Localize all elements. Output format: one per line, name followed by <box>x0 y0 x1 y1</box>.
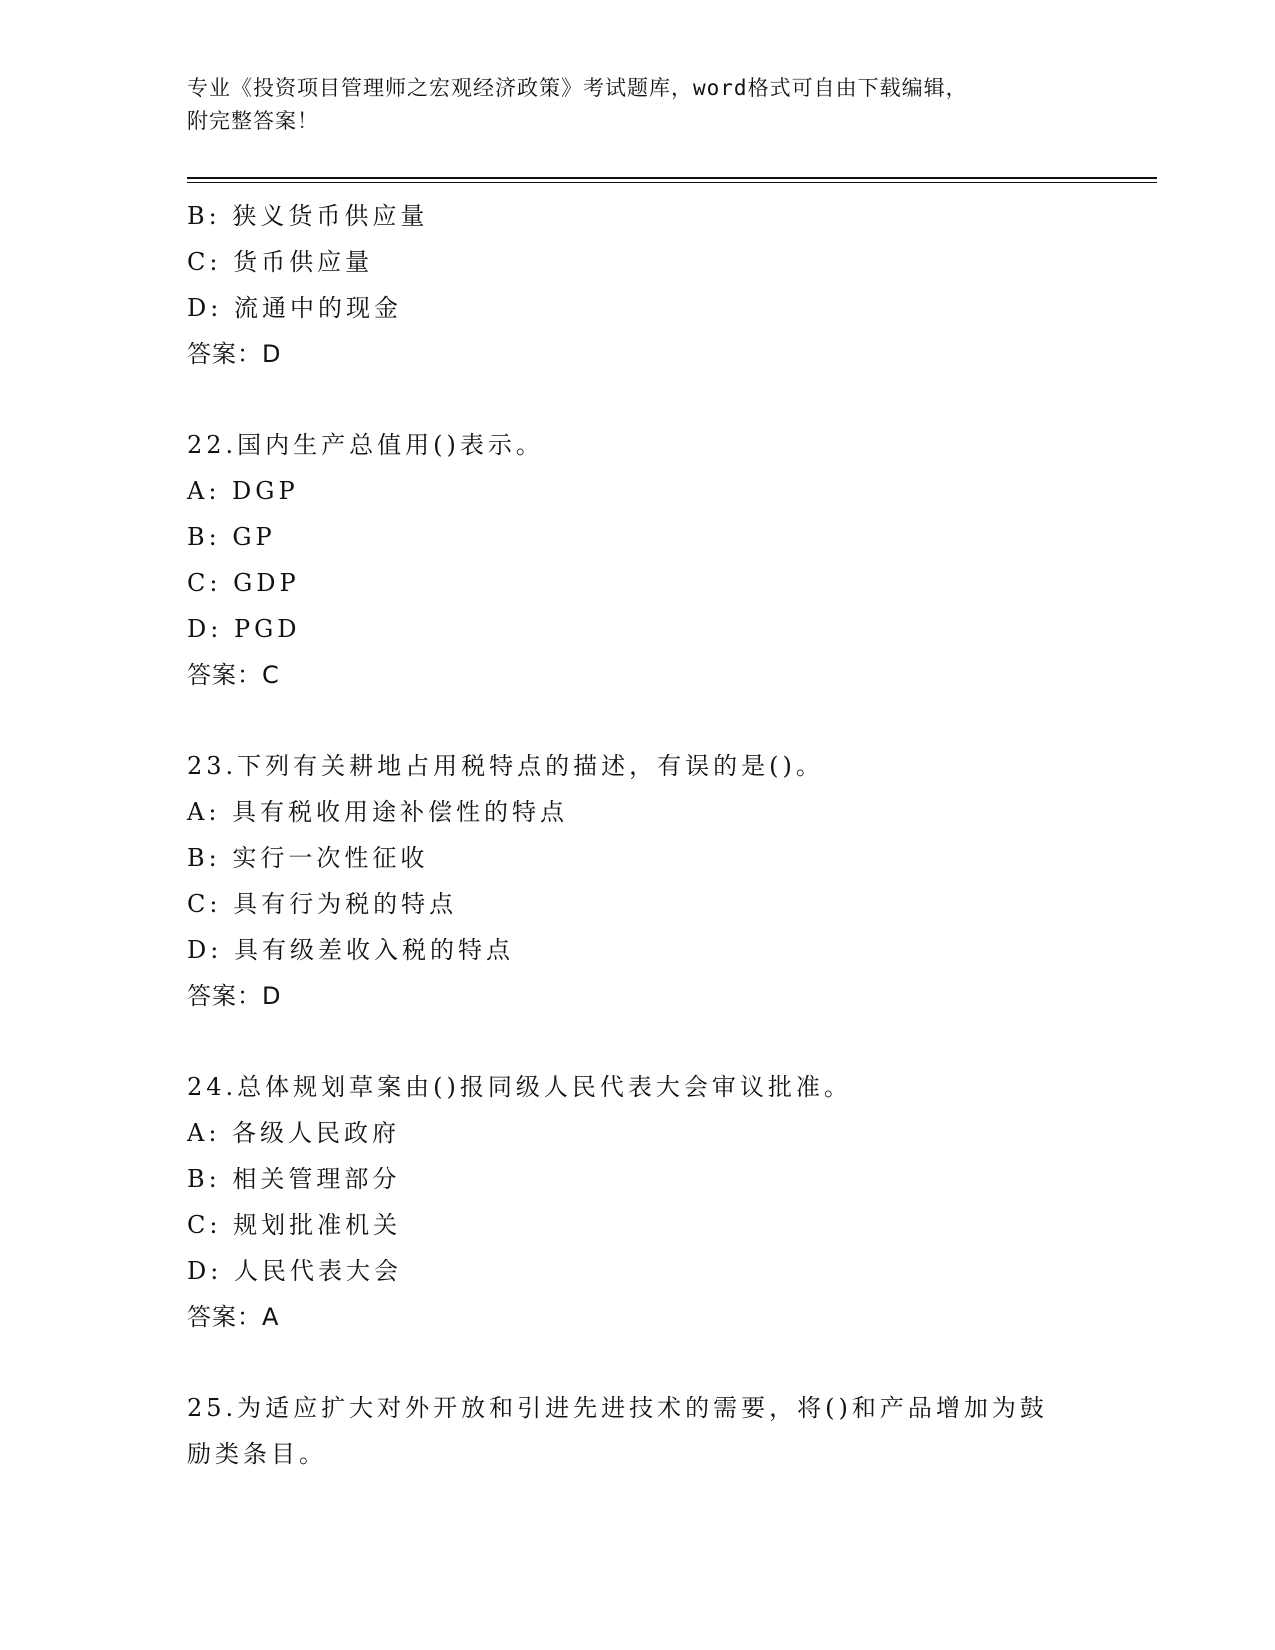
option-d: D: 流通中的现金 <box>187 294 402 322</box>
option-b: B: 狭义货币供应量 <box>187 202 429 230</box>
option-d: D: PGD <box>187 615 301 643</box>
option-d: D: 人民代表大会 <box>187 1257 402 1285</box>
option-a: A: 各级人民政府 <box>187 1119 401 1147</box>
option-c: C: 具有行为税的特点 <box>187 890 458 918</box>
question-22 <box>187 422 1157 698</box>
question-fragment <box>187 193 1157 377</box>
answer-line: 答案：D <box>187 340 282 368</box>
document-page <box>187 72 1157 1477</box>
answer-line: 答案：C <box>187 661 280 689</box>
document-header <box>187 72 1157 138</box>
option-c: C: GDP <box>187 569 300 597</box>
option-a: A: 具有税收用途补偿性的特点 <box>187 798 569 826</box>
option-a: A: DGP <box>187 477 299 505</box>
question-25 <box>187 1385 1157 1477</box>
question-stem-line-1: 25.为适应扩大对外开放和引进先进技术的需要，将()和产品增加为鼓 <box>187 1394 1048 1422</box>
question-stem: 22.国内生产总值用()表示。 <box>187 431 544 459</box>
header-line-2: 附完整答案！ <box>187 109 319 133</box>
option-b: B: 相关管理部分 <box>187 1165 401 1193</box>
question-stem: 23.下列有关耕地占用税特点的描述，有误的是()。 <box>187 752 824 780</box>
answer-line: 答案：D <box>187 982 282 1010</box>
header-divider-thin <box>187 182 1157 183</box>
option-b: B: 实行一次性征收 <box>187 844 429 872</box>
question-stem-line-2: 励类条目。 <box>187 1440 327 1468</box>
header-divider <box>187 177 1157 179</box>
header-line-1: 专业《投资项目管理师之宏观经济政策》考试题库，word格式可自由下载编辑， <box>187 76 968 100</box>
question-stem: 24.总体规划草案由()报同级人民代表大会审议批准。 <box>187 1073 852 1101</box>
option-b: B: GP <box>187 523 276 551</box>
option-c: C: 货币供应量 <box>187 248 374 276</box>
question-23 <box>187 743 1157 1019</box>
option-c: C: 规划批准机关 <box>187 1211 402 1239</box>
question-24 <box>187 1064 1157 1340</box>
answer-line: 答案：A <box>187 1303 280 1331</box>
option-d: D: 具有级差收入税的特点 <box>187 936 514 964</box>
question-list <box>187 193 1157 1477</box>
